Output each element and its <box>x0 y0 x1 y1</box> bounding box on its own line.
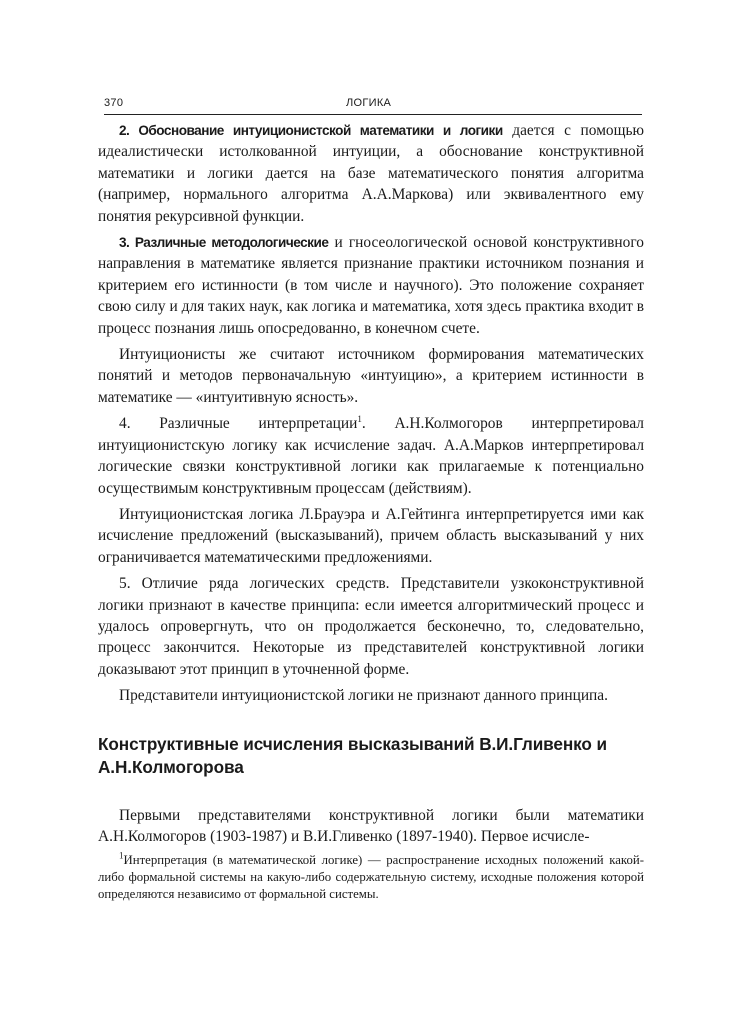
running-header <box>104 96 642 115</box>
paragraph-justification <box>98 120 644 227</box>
paragraph-lead: 2. Обоснование интуиционистской математики и логики <box>119 123 503 138</box>
footnote-reference: 1 <box>357 414 362 425</box>
footnote <box>98 852 644 903</box>
page-number: 370 <box>104 97 124 109</box>
section-heading: Конструктивные исчисления высказываний В.И.Гливенко и А.Н.Колмогорова <box>98 733 607 777</box>
paragraph-interpretations <box>98 413 644 499</box>
running-title: ЛОГИКА <box>346 97 392 109</box>
page-body <box>98 120 644 903</box>
footnote-mark: 1 <box>119 851 124 862</box>
paragraph-first-representatives: Первыми представителями конструктивной логики были математики А.Н.Колмогоров (1903-1987) и В.И.Гливенко (1897-1940). Первое исчисле- <box>98 806 644 845</box>
paragraph-text: 4. Различные интерпретации <box>119 415 358 433</box>
paragraph-lead: 3. Различные методологические <box>119 235 329 251</box>
paragraph-intuitionists: Интуиционисты же считают источником формирования математических понятий и методов первоначальную «интуицию», а критерием истинности в математике — «интуитивную ясность». <box>98 346 644 406</box>
paragraph-intuitionist-principle: Представители интуиционистской логики не признают данного принципа. <box>119 687 608 705</box>
footnote-text: Интерпретация (в математической логике) — распространение исходных положений какой-либо формальной системы на какую-либо содержательную систему, исходные положения которой определяются независимо от формальной системы. <box>98 853 644 902</box>
paragraph-text: дается с помощью идеалистически истолкованной интуиции, а обоснование конструктивной математики и логики дается на базе математического понятия алгоритма (например, нормального алгоритма А.А.Маркова) или эквивалентного ему понятия рекурсивной функции. <box>98 122 644 225</box>
paragraph-logical-means: 5. Отличие ряда логических средств. Представители узкоконструктивной логики признают в качестве принципа: если имеется алгоритмический процесс и удалось опровергнуть, что он продолжается бесконечно, то, следовательно, процесс закончится. Некоторые из представителей конструктивной логики доказывают этот принцип в уточненной форме. <box>98 575 644 678</box>
paragraph-text: и гносеологической основой конструктивного направления в математике является признание практики источником познания и критерием его истинности (в том числе и научного). Это положение сохраняет свою силу и для таких наук, как логика и математика, хотя здесь практика входит в процесс познания лишь опосредованно, в конечном счете. <box>98 234 644 337</box>
paragraph-methodology <box>98 232 644 339</box>
paragraph-text: . А.Н.Колмогоров интерпретировал интуиционистскую логику как исчисление задач. А.А.Марков интерпретировал логические связки конструктивной логики как прилагаемые к потенциально осуществимым конструктивным процессам (действиям). <box>98 415 644 497</box>
paragraph-brouwer-heyting: Интуиционистская логика Л.Брауэра и А.Гейтинга интерпретируется ими как исчисление предложений (высказываний), причем область высказываний у них ограничивается математическими предложениями. <box>98 505 644 566</box>
